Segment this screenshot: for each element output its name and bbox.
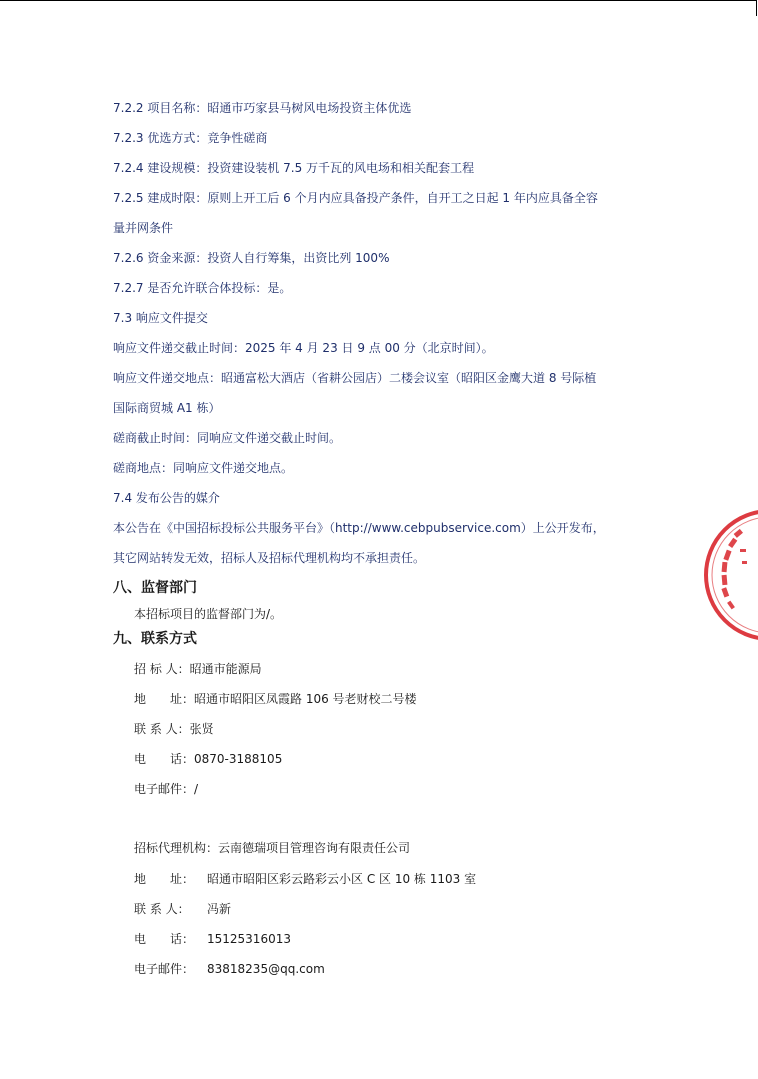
item-7-2-6: 7.2.6 资金来源：投资人自行筹集，出资比列 100% <box>113 251 390 265</box>
consult-deadline: 磋商截止时间：同响应文件递交截止时间。 <box>113 431 342 445</box>
item-7-2-2: 7.2.2 项目名称：昭通市巧家县马树风电场投资主体优选 <box>113 101 412 115</box>
response-place-line1: 响应文件递交地点：昭通富松大酒店（省耕公园店）二楼会议室（昭阳区金鹰大道 8 号际植 <box>113 371 597 385</box>
tenderer-contact: 张贤 <box>189 722 214 736</box>
agency-phone-label: 电 话： <box>134 932 195 946</box>
section-9-title: 九、联系方式 <box>113 631 197 647</box>
page-top-border <box>0 0 757 1</box>
tenderer-address-row <box>134 691 417 707</box>
section-8-title: 八、监督部门 <box>113 580 197 596</box>
tenderer-address: 昭通市昭阳区凤霞路 106 号老财校二号楼 <box>194 692 417 706</box>
item-7-4-heading: 7.4 发布公告的媒介 <box>113 491 220 505</box>
agency-address-label: 地 址： <box>134 872 195 886</box>
tenderer-name: 昭通市能源局 <box>189 662 262 676</box>
agency-name-row <box>134 840 410 856</box>
item-7-2-5-line2: 量并网条件 <box>113 221 174 235</box>
tenderer-phone: 0870-3188105 <box>194 752 283 766</box>
tenderer-phone-row <box>134 751 282 767</box>
item-7-2-5-line1: 7.2.5 建成时限：原则上开工后 6 个月内应具备投产条件，自开工之日起 1 年内应具备全容 <box>113 191 598 205</box>
agency-contact: 冯新 <box>207 902 232 916</box>
agency-email: 83818235@qq.com <box>207 962 325 976</box>
item-7-2-4: 7.2.4 建设规模：投资建设装机 7.5 万千瓦的风电场和相关配套工程 <box>113 161 475 175</box>
agency-email-label: 电子邮件： <box>134 962 195 976</box>
item-7-2-7: 7.2.7 是否允许联合体投标：是。 <box>113 281 292 295</box>
agency-phone-row <box>134 931 291 947</box>
agency-name-label: 招标代理机构： <box>134 841 219 855</box>
tenderer-phone-label: 电 话： <box>134 752 195 766</box>
agency-address-row <box>134 871 476 887</box>
agency-address: 昭通市昭阳区彩云路彩云小区 C 区 10 栋 1103 室 <box>207 872 477 886</box>
tenderer-contact-row <box>134 721 214 737</box>
tenderer-email-row <box>134 781 198 797</box>
tenderer-name-row <box>134 661 262 677</box>
response-deadline: 响应文件递交截止时间：2025 年 4 月 23 日 9 点 00 分（北京时间）。 <box>113 341 494 355</box>
item-7-2-3: 7.2.3 优选方式：竞争性磋商 <box>113 131 268 145</box>
consult-place: 磋商地点：同响应文件递交地点。 <box>113 461 294 475</box>
media-line2: 其它网站转发无效，招标人及招标代理机构均不承担责任。 <box>113 551 426 565</box>
tenderer-email-label: 电子邮件： <box>134 782 195 796</box>
item-7-3-heading: 7.3 响应文件提交 <box>113 311 208 325</box>
agency-contact-label: 联 系 人： <box>134 902 190 916</box>
section-8-text: 本招标项目的监督部门为/。 <box>134 607 283 621</box>
agency-name: 云南德瑞项目管理咨询有限责任公司 <box>218 841 411 855</box>
tenderer-address-label: 地 址： <box>134 692 195 706</box>
tenderer-contact-label: 联 系 人： <box>134 722 190 736</box>
agency-contact-row <box>134 901 231 917</box>
agency-phone: 15125316013 <box>207 932 291 946</box>
tenderer-name-label: 招 标 人： <box>134 662 190 676</box>
tenderer-email: / <box>194 782 199 796</box>
agency-email-row <box>134 961 325 977</box>
response-place-line2: 国际商贸城 A1 栋） <box>113 401 221 415</box>
page-right-border <box>756 0 757 16</box>
official-seal-stamp <box>700 505 758 645</box>
media-line1: 本公告在《中国招标投标公共服务平台》（http://www.cebpubservice.com）上公开发布， <box>113 521 605 535</box>
